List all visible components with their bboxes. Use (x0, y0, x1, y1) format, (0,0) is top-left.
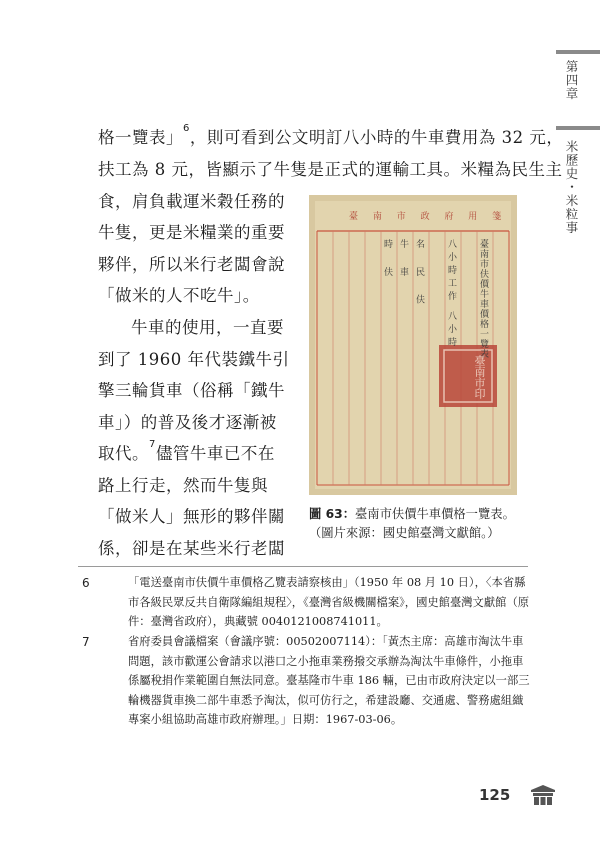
footnote-ref: 7 (149, 438, 156, 450)
document-column: 牛 車 (398, 239, 408, 284)
figure-label: 圖 63： (309, 507, 355, 521)
footnote-ref: 6 (183, 122, 190, 134)
rail-divider (556, 50, 600, 54)
footnote-text: 「電送臺南市伕價牛車價格乙覽表請察核由」（1950 年 08 月 10 日），〈本省縣市各級民眾反共自衛隊編組規程〉，《臺灣省級機關檔案》，國史館臺灣文獻館（原件：臺灣省政府），典藏號 0040121008741011。 (128, 576, 530, 628)
document-column: 名 民 伕 (414, 239, 424, 312)
body-line: 牛車的使用，一直要 (131, 318, 284, 337)
body-line: 擎三輪貨車（俗稱「鐵牛 (98, 381, 285, 400)
body-line: 扶工為 8 元，皆顯示了牛隻是正式的運輸工具。米糧為民生主 (98, 160, 563, 179)
official-seal: 臺南市印 (473, 355, 486, 399)
chapter-label: 第四章 (564, 60, 579, 101)
document-column: 八小時工作 八小時 (446, 239, 456, 350)
body-line: 「做米的人不吃牛」。 (98, 286, 260, 305)
document-letterhead: 臺 南 市 政 府 用 箋 (349, 212, 508, 222)
footnote-text: 省府委員會議檔案（會議序號：00502007114）：「黃杰主席：高雄市淘汰牛車問題，該市歡運公會請求以港口之小拖車業務撥交承辦為淘汰牛車條件，小拖車係屬稅捐作業範圍自無法同意。臺基隆市牛車 186 輛，已由市政府決定以一部三輪機器貨車換二部牛車悉予淘汰，似可仿行之，希建設廳、交通處、警務處組織專案小組協助高雄市政府辦理。」日期：1967-03-06。 (128, 635, 530, 726)
footnote-number: 6 (82, 576, 90, 590)
body-line: 食，肩負載運米穀任務的 (98, 192, 285, 211)
body-line: 係，卻是在某些米行老闆 (98, 539, 285, 558)
body-line: 「做米人」無形的夥伴關 (98, 507, 285, 526)
rice-shop-logo-icon (530, 784, 556, 806)
body-line: 取代。$^7$儘管牛車已不在 (98, 438, 275, 463)
figure-caption (309, 505, 559, 543)
footnote-number: 7 (82, 635, 90, 649)
body-line: 夥伴，所以米行老闆會說 (98, 255, 285, 274)
caption-text: 臺南市伕價牛車價格一覽表。 (355, 507, 515, 521)
caption-source: （圖片來源：國史館臺灣文獻館。） (309, 526, 500, 540)
page-number: 125 (479, 786, 511, 804)
document-column: 時 伕 (382, 239, 392, 284)
footnote-rule (78, 566, 528, 567)
body-line: 車」）的普及後才逐漸被 (98, 413, 277, 432)
body-line: 路上行走，然而牛隻與 (98, 476, 268, 495)
figure-document-image (309, 195, 517, 495)
document-title-column: 臺南市伕價牛車價格一覽表 (478, 239, 488, 359)
body-line: 牛隻，更是米糧業的重要 (98, 223, 285, 242)
body-line: 格一覽表」$^6$，則可看到公文明訂八小時的牛車費用為 32 元， (98, 122, 564, 147)
section-label: 米歷史・米粒事 (564, 140, 579, 235)
body-line: 到了 1960 年代裝鐵牛引 (98, 350, 290, 369)
